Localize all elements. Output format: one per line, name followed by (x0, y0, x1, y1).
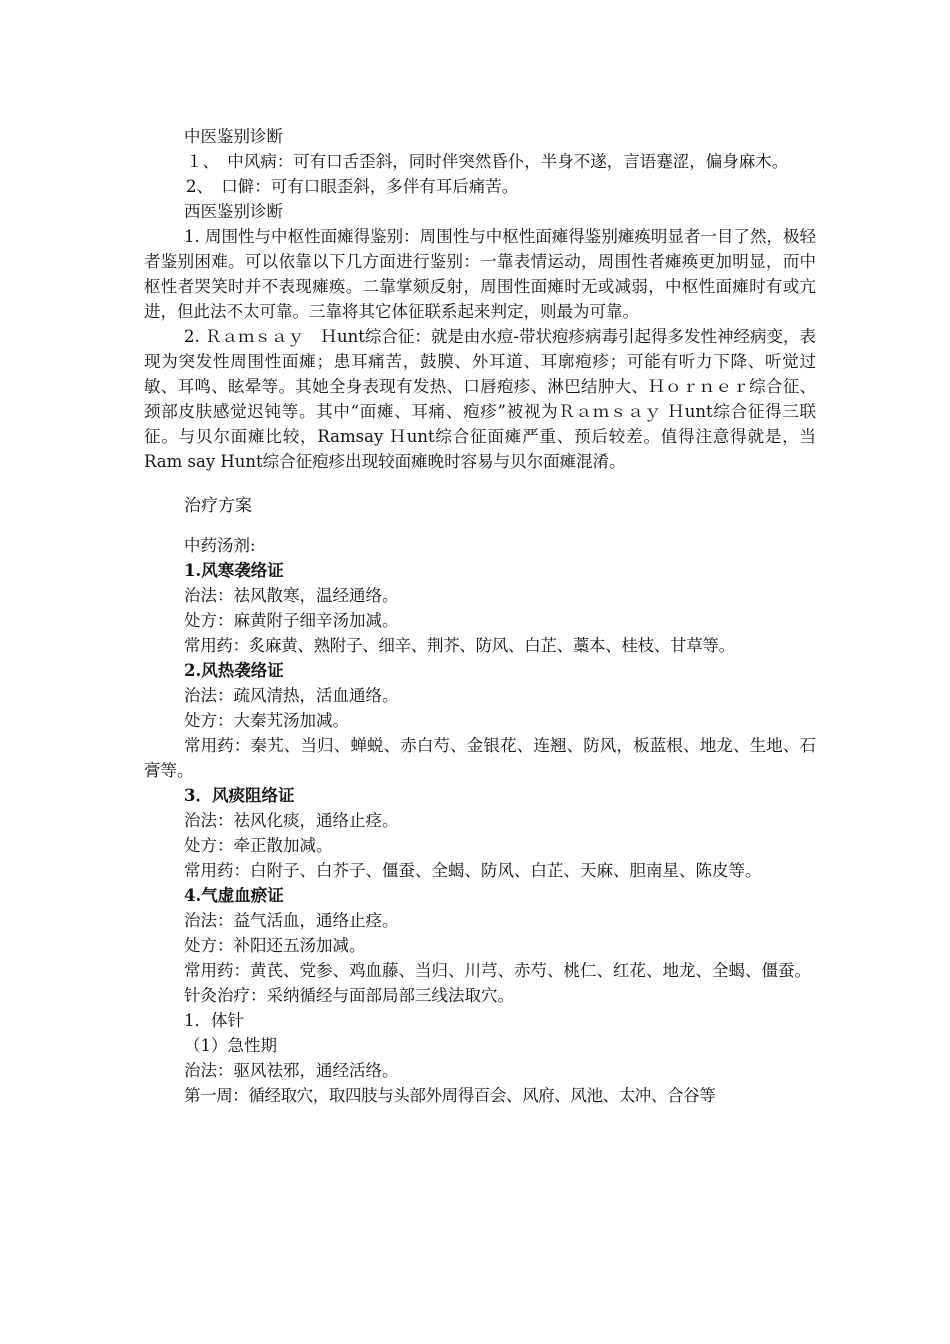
document-body (144, 124, 816, 1108)
wm-diff-item-1: 1. 周围性与中枢性面瘫得鉴别：周围性与中枢性面瘫得鉴别瘫痪明显者一目了然，极轻者鉴别困难。可以依靠以下几方面进行鉴别：一靠表情运动，周围性者瘫痪更加明显，而中枢性者哭笑时并不表现瘫痪。二靠掌颏反射，周围性面瘫时无或减弱，中枢性面瘫时有或亢进，但此法不太可靠。三靠将其它体征联系起来判定，则最为可靠。 (144, 227, 816, 321)
syndrome-3-herbs: 常用药：白附子、白芥子、僵蚕、全蝎、防风、白芷、天麻、胆南星、陈皮等。 (184, 861, 762, 880)
acute-method: 治法：驱风祛邪，通经活络。 (184, 1061, 399, 1080)
treatment-title: 治疗方案 (184, 496, 252, 516)
week-1-text: 第一周：循经取穴，取四肢与头部外周得百会、风府、风池、太冲、合谷等 (184, 1086, 716, 1105)
syndrome-1-name: 1.风寒袭络证 (184, 561, 284, 580)
wm-diff-item-2: 2. Ｒａｍｓａｙ Ｈunt综合征：就是由水痘-带状疱疹病毒引起得多发性神经病变，表现为突发性周围性面瘫；患耳痛苦，鼓膜、外耳道、耳廓疱疹；可能有听力下降、听觉过敏、耳鸣、眩晕等。其她全身表现有发热、口唇疱疹、淋巴结肿大、Ｈｏｒｎｅｒ综合征、颈部皮肤感觉迟钝等。其中“面瘫、耳痛、疱疹”被视为Ｒａｍｓａｙ Ｈunt综合征得三联征。与贝尔面瘫比较，Ramsay Ｈunt综合征面瘫严重、预后较差。值得注意得就是，当Ram say Hunt综合征疱疹出现较面瘫晚时容易与贝尔面瘫混淆。 (144, 327, 816, 471)
syndrome-1-herbs: 常用药：炙麻黄、熟附子、细辛、荆芥、防风、白芷、藁本、桂枝、甘草等。 (184, 636, 735, 655)
syndrome-1-method: 治法：祛风散寒，温经通络。 (184, 586, 399, 605)
syndrome-4-formula: 处方：补阳还五汤加减。 (184, 936, 366, 955)
syndrome-1-formula: 处方：麻黄附子细辛汤加减。 (184, 611, 399, 630)
wm-diff-heading: 西医鉴别诊断 (184, 202, 283, 221)
acute-phase-heading: （1）急性期 (184, 1036, 277, 1055)
syndrome-4-herbs: 常用药：黄芪、党参、鸡血藤、当归、川芎、赤芍、桃仁、红花、地龙、全蝎、僵蚕。 (184, 961, 811, 980)
acupuncture-line: 针灸治疗：采纳循经与面部局部三线法取穴。 (184, 986, 514, 1005)
syndrome-3-formula: 处方：牵正散加减。 (184, 836, 333, 855)
syndrome-4-method: 治法：益气活血，通络止痉。 (184, 911, 399, 930)
syndrome-2-name: 2.风热袭络证 (184, 661, 284, 680)
syndrome-2-formula: 处方：大秦艽汤加减。 (184, 711, 349, 730)
tcm-diff-item-2: 2、 口僻：可有口眼歪斜，多伴有耳后痛苦。 (186, 177, 519, 196)
syndrome-3-method: 治法：祛风化痰，通络止痉。 (184, 811, 399, 830)
syndrome-2-method: 治法：疏风清热，活血通络。 (184, 686, 399, 705)
tcm-diff-heading: 中医鉴别诊断 (184, 127, 283, 146)
herbal-heading: 中药汤剂: (184, 536, 256, 555)
syndrome-4-name: 4.气虚血瘀证 (184, 886, 284, 905)
tcm-diff-item-1: １、 中风病：可有口舌歪斜，同时伴突然昏仆，半身不遂，言语蹇涩，偏身麻木。 (186, 152, 789, 171)
syndrome-2-herbs: 常用药：秦艽、当归、蝉蜕、赤白芍、金银花、连翘、防风，板蓝根、地龙、生地、石膏等。 (144, 736, 816, 780)
body-needle-heading: 1．体针 (184, 1011, 244, 1030)
syndrome-3-name: 3．风痰阻络证 (184, 786, 295, 805)
